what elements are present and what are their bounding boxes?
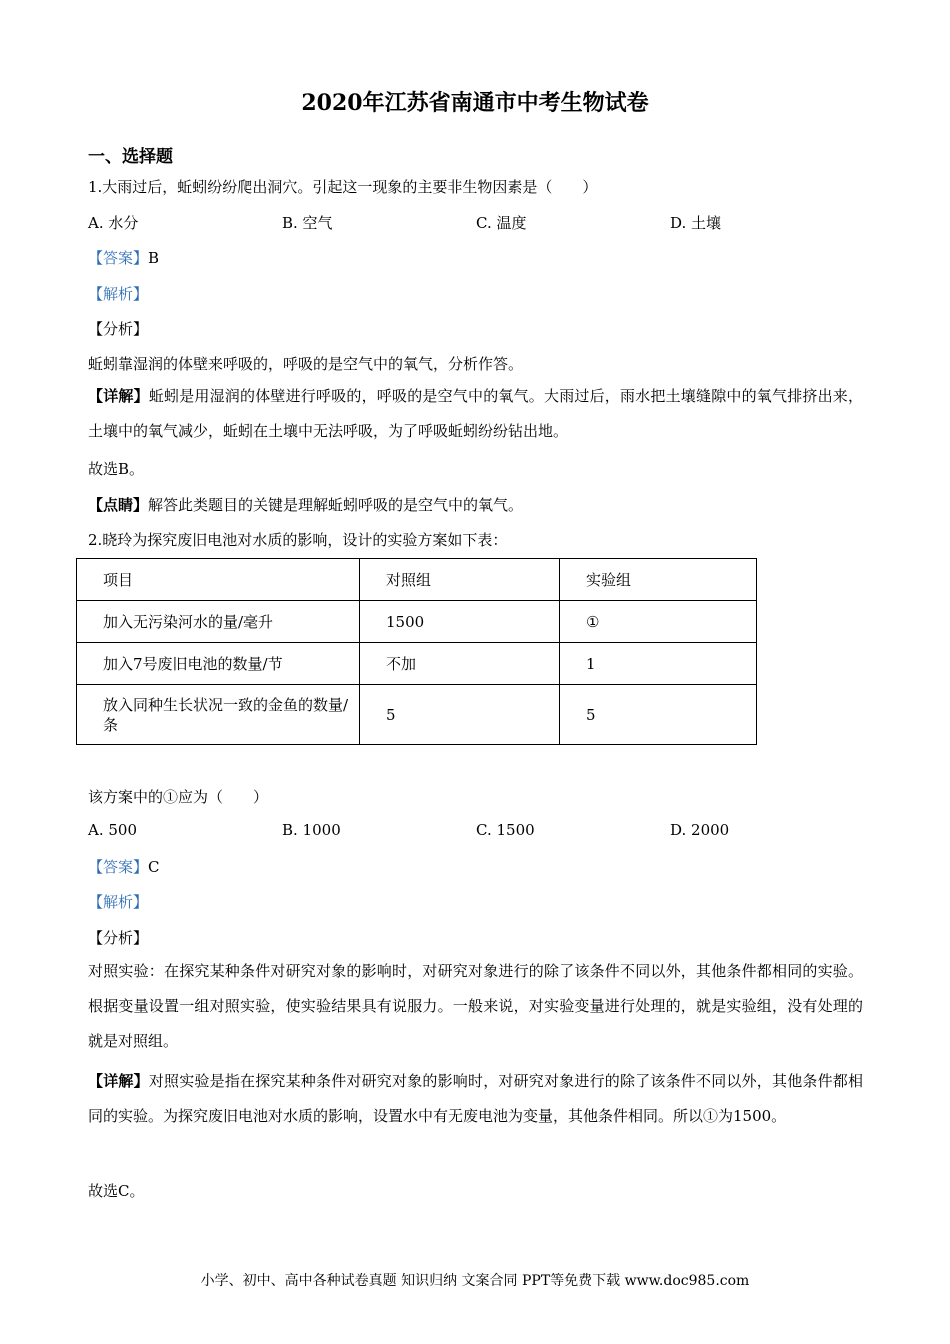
q2-fenxi-tag: 【分析】 [88,929,149,947]
q2-answer [88,856,160,877]
q2-stem: 2.晓玲为探究废旧电池对水质的影响，设计的实验方案如下表： [88,531,508,549]
q2-fenxi: 对照实验：在探究某种条件对研究对象的影响时，对研究对象进行的除了该条件不同以外，其他条件都相同的实验。根据变量设置一组对照实验，使实验结果具有说服力。一般来说，对实验变量进行处理的，就是实验组，没有处理的就是对照组。 [88,962,863,1050]
table-cell: 加入7号废旧电池的数量/节 [77,643,360,685]
table-cell: 5 [360,685,560,745]
answer-tag: 【答案】 [88,858,149,876]
q1-fenxi-tag: 【分析】 [88,320,149,338]
q2-detail [88,1064,863,1134]
q1-analysis-tag: 【解析】 [88,285,149,303]
section-heading: 一、选择题 [88,147,173,167]
q1-conclusion: 故选B。 [88,460,145,478]
page-footer: 小学、初中、高中各种试卷真题 知识归纳 文案合同 PPT等免费下载 www.doc985.com [200,1273,750,1289]
q1-option-a: A. 水分 [88,214,139,232]
table-row [77,643,757,685]
detail-text: 对照实验是指在探究某种条件对研究对象的影响时，对研究对象进行的除了该条件不同以外，其他条件都相同的实验。为探究废旧电池对水质的影响，设置水中有无废电池为变量，其他条件相同。所以①为1500。 [88,1072,863,1125]
table-row [77,601,757,643]
comment-tag: 【点睛】 [88,496,149,514]
table-cell: 放入同种生长状况一致的金鱼的数量/条 [77,685,360,745]
comment-text: 解答此类题目的关键是理解蚯蚓呼吸的是空气中的氧气。 [148,496,524,514]
table-header-cell: 对照组 [360,559,560,601]
table-cell: 5 [560,685,757,745]
q1-option-d: D. 土壤 [670,214,722,232]
answer-tag: 【答案】 [88,249,149,267]
detail-tag: 【详解】 [88,387,149,405]
q1-stem: 1.大雨过后，蚯蚓纷纷爬出洞穴。引起这一现象的主要非生物因素是（ ） [88,178,598,196]
q1-fenxi: 蚯蚓靠湿润的体壁来呼吸的，呼吸的是空气中的氧气，分析作答。 [88,355,524,373]
q1-comment [88,494,523,515]
q1-option-c: C. 温度 [476,214,527,232]
q1-detail [88,379,863,449]
q2-option-d: D. 2000 [670,821,730,839]
detail-text: 蚯蚓是用湿润的体壁进行呼吸的，呼吸的是空气中的氧气。大雨过后，雨水把土壤缝隙中的氧气排挤出来，土壤中的氧气减少，蚯蚓在土壤中无法呼吸，为了呼吸蚯蚓纷纷钻出地。 [88,387,863,440]
table-cell: ① [560,601,757,643]
table-header-cell: 项目 [77,559,360,601]
answer-value: C [148,858,160,876]
experiment-table [76,558,757,745]
table-cell: 1500 [360,601,560,643]
q1-answer [88,247,159,268]
q2-question: 该方案中的①应为（ ） [88,788,269,806]
q2-analysis-tag: 【解析】 [88,893,149,911]
q2-option-a: A. 500 [88,821,137,839]
q2-option-c: C. 1500 [476,821,535,839]
table-header-cell: 实验组 [560,559,757,601]
detail-tag: 【详解】 [88,1072,149,1090]
table-row [77,685,757,745]
page-title: 2020年江苏省南通市中考生物试卷 [301,90,649,116]
q2-option-b: B. 1000 [282,821,341,839]
table-header-row [77,559,757,601]
table-cell: 加入无污染河水的量/毫升 [77,601,360,643]
q1-option-b: B. 空气 [282,214,333,232]
table-cell: 1 [560,643,757,685]
q2-conclusion: 故选C。 [88,1182,145,1200]
table-cell: 不加 [360,643,560,685]
answer-value: B [148,249,160,267]
